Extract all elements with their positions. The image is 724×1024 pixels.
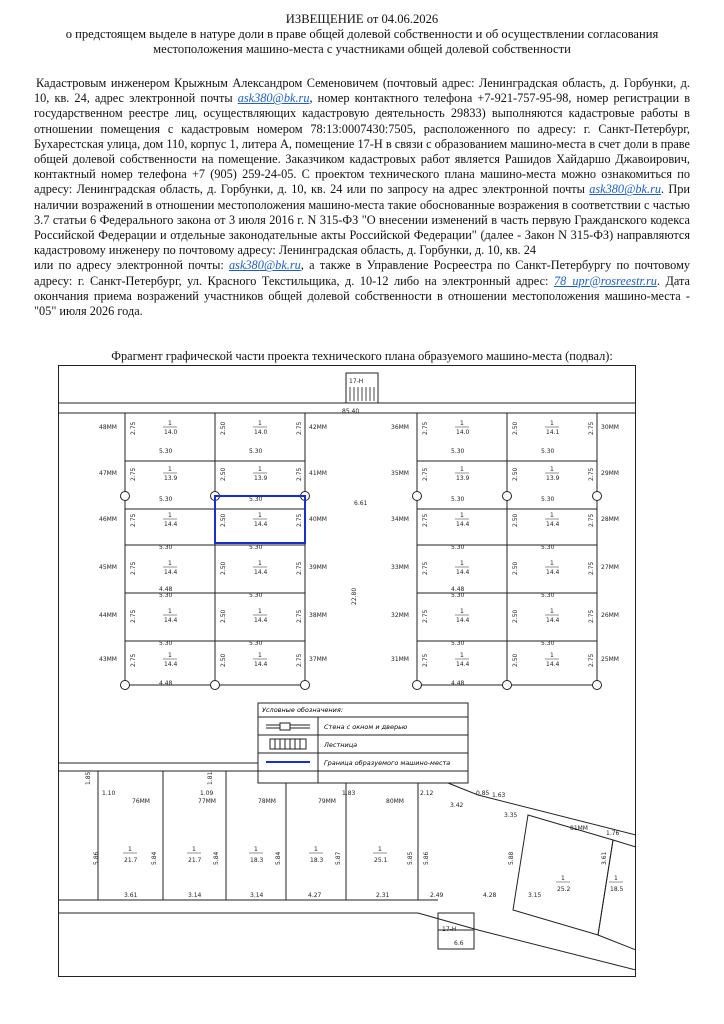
- dim: 5.30: [451, 544, 465, 551]
- dim: 2.75: [296, 653, 303, 667]
- dim: 5.30: [249, 640, 263, 647]
- dim: 2.75: [296, 609, 303, 623]
- space-area: 13.9: [546, 475, 560, 482]
- dim: 5.85: [407, 851, 414, 865]
- space-label: 29ММ: [601, 470, 619, 477]
- email-link-3[interactable]: ask380@bk.ru: [229, 258, 301, 273]
- space-area: 14.4: [456, 569, 470, 576]
- dim: 2.75: [588, 421, 595, 435]
- dim: 1.85: [85, 771, 92, 785]
- dim: 1.83: [342, 790, 356, 797]
- space-area: 14.4: [164, 617, 178, 624]
- space-area: 13.9: [254, 475, 268, 482]
- dim: 2.31: [376, 892, 390, 899]
- selected-parking-space-border: [215, 496, 305, 543]
- space-label: 35ММ: [391, 470, 409, 477]
- fraction-num: 1: [258, 512, 262, 519]
- notice-subtitle-line-2: местоположения машино-места с участниками общей долевой собственности: [153, 42, 571, 56]
- dim: 2.50: [220, 561, 227, 575]
- dim: 2.50: [220, 653, 227, 667]
- stair-label: 17-Н: [349, 378, 364, 385]
- fraction-num: 1: [168, 560, 172, 567]
- space-area: 14.0: [456, 429, 470, 436]
- space-label: 28ММ: [601, 516, 619, 523]
- dim: 2.75: [296, 467, 303, 481]
- space-label: 45ММ: [99, 564, 117, 571]
- bottom-space-label: 76ММ: [132, 798, 150, 805]
- space-area: 14.1: [546, 429, 560, 436]
- fraction-num: 1: [168, 652, 172, 659]
- dim: 5.30: [451, 496, 465, 503]
- dim: 3.14: [250, 892, 264, 899]
- fraction-num: 1: [128, 846, 132, 853]
- space-label: 30ММ: [601, 424, 619, 431]
- dim: 5.30: [159, 640, 173, 647]
- fraction-num: 1: [550, 608, 554, 615]
- legend-stair: Лестница: [324, 741, 358, 749]
- bottom-space-label: 78ММ: [258, 798, 276, 805]
- fraction-num: 1: [258, 420, 262, 427]
- space-area: 14.4: [254, 521, 268, 528]
- dim: 5.30: [541, 496, 555, 503]
- fraction-num: 1: [460, 652, 464, 659]
- dim: 2.50: [512, 467, 519, 481]
- legend-wall: Стена с окном и дверью: [324, 723, 408, 731]
- dim: 5.30: [159, 592, 173, 599]
- dim: 1.09: [200, 790, 214, 797]
- space-area: 14.4: [164, 521, 178, 528]
- fraction-num: 1: [168, 466, 172, 473]
- notice-paragraph-2: или по адресу электронной почты: ask380@bk.ru, а также в Управление Росреестра по Санкт-Петербургу по почтовому адресу: г. Санкт-Петербург, ул. Красного Текстильщика, д. 10-12 либо на электронный адрес: 78_upr@rosreestr.ru. Дата окончания приема возражений участников общей долевой собственности в отношении местоположения машино-места - "05" июля 2026 года.: [34, 258, 690, 319]
- bottom-space-label: 79ММ: [318, 798, 336, 805]
- dim: 2.75: [588, 513, 595, 527]
- dim: 2.75: [130, 467, 137, 481]
- dim: 5.30: [451, 640, 465, 647]
- fraction-num: 1: [258, 560, 262, 567]
- dim: 3.61: [124, 892, 138, 899]
- dim: 2.50: [220, 609, 227, 623]
- space-area: 14.4: [164, 661, 178, 668]
- space-label: 48ММ: [99, 424, 117, 431]
- fraction-num: 1: [614, 875, 618, 882]
- bottom-space-label: 77ММ: [198, 798, 216, 805]
- dim: 0.85: [476, 790, 490, 797]
- dim: 2.75: [296, 561, 303, 575]
- space-area: 14.4: [546, 569, 560, 576]
- bottom-space-area: 18.3: [250, 857, 264, 864]
- dim: 2.75: [130, 421, 137, 435]
- fraction-num: 1: [192, 846, 196, 853]
- room-17h-area: 6.6: [454, 940, 464, 947]
- space-label: 31ММ: [391, 656, 409, 663]
- dim: 2.75: [422, 513, 429, 527]
- space-area: 14.4: [456, 521, 470, 528]
- bottom-space-area: 25.2: [557, 886, 571, 893]
- space-label: 39ММ: [309, 564, 327, 571]
- space-label: 34ММ: [391, 516, 409, 523]
- space-area: 13.9: [164, 475, 178, 482]
- dim: 3.35: [504, 812, 518, 819]
- space-label: 41ММ: [309, 470, 327, 477]
- space-label: 47ММ: [99, 470, 117, 477]
- aisle-length: 22.80: [351, 587, 358, 605]
- dim: 2.50: [220, 421, 227, 435]
- dim: 4.28: [483, 892, 497, 899]
- space-label: 40ММ: [309, 516, 327, 523]
- dim: 5.30: [541, 448, 555, 455]
- dim: 2.75: [588, 653, 595, 667]
- dim: 5.84: [275, 851, 282, 865]
- space-label: 44ММ: [99, 612, 117, 619]
- bottom-space-area: 21.7: [188, 857, 202, 864]
- fraction-num: 1: [254, 846, 258, 853]
- fraction-num: 1: [561, 875, 565, 882]
- rosreestr-email-link[interactable]: 78_upr@rosreestr.ru: [553, 273, 657, 288]
- space-label: 33ММ: [391, 564, 409, 571]
- fraction-num: 1: [460, 466, 464, 473]
- plan-legend: [258, 703, 468, 783]
- dim: 3.14: [188, 892, 202, 899]
- fraction-num: 1: [168, 512, 172, 519]
- bottom-space-area: 21.7: [124, 857, 138, 864]
- stair-dimension: 85.40: [342, 408, 360, 415]
- space-label: 36ММ: [391, 424, 409, 431]
- dim: 2.50: [512, 609, 519, 623]
- fraction-num: 1: [550, 420, 554, 427]
- dim: 2.75: [588, 609, 595, 623]
- fraction-num: 1: [550, 560, 554, 567]
- dim: 2.75: [130, 561, 137, 575]
- space-area: 14.4: [254, 617, 268, 624]
- fraction-num: 1: [314, 846, 318, 853]
- dim: 2.50: [220, 467, 227, 481]
- fraction-num: 1: [258, 652, 262, 659]
- dim: 5.30: [451, 592, 465, 599]
- fraction-num: 1: [168, 420, 172, 427]
- plan-caption: Фрагмент графической части проекта технического плана образуемого машино-места (подвал):: [111, 349, 613, 363]
- fraction-num: 1: [168, 608, 172, 615]
- dim: 5.84: [151, 851, 158, 865]
- dim: 5.86: [423, 851, 430, 865]
- dim: 1.81: [207, 771, 214, 785]
- dim: 2.50: [512, 653, 519, 667]
- bottom-space-area: 18.3: [310, 857, 324, 864]
- dim: 5.30: [249, 544, 263, 551]
- floor-plan-drawing: [58, 365, 636, 977]
- dim: 2.75: [130, 653, 137, 667]
- dim: 4.27: [308, 892, 322, 899]
- dim: 5.88: [508, 851, 515, 865]
- dim: 5.30: [249, 448, 263, 455]
- right-parking-block: [413, 413, 602, 690]
- dim: 3.15: [528, 892, 542, 899]
- fraction-num: 1: [460, 420, 464, 427]
- space-area: 13.9: [456, 475, 470, 482]
- space-area: 14.4: [546, 617, 560, 624]
- dim: 2.75: [422, 561, 429, 575]
- dim: 5.84: [213, 851, 220, 865]
- space-area: 14.0: [254, 429, 268, 436]
- dim: 4.48: [451, 586, 465, 593]
- space-area: 14.4: [546, 521, 560, 528]
- fraction-num: 1: [460, 608, 464, 615]
- dim: 5.30: [541, 544, 555, 551]
- dim: 2.50: [220, 513, 227, 527]
- space-area: 14.4: [254, 661, 268, 668]
- fraction-num: 1: [550, 466, 554, 473]
- bottom-parking-row: [58, 771, 623, 900]
- dim: 5.30: [451, 448, 465, 455]
- space-label: 46ММ: [99, 516, 117, 523]
- space-area: 14.4: [456, 617, 470, 624]
- dim: 2.75: [422, 421, 429, 435]
- dim: 2.75: [130, 513, 137, 527]
- room-17h-label: 17-Н: [442, 926, 457, 933]
- legend-border: Граница образуемого машино-места: [324, 759, 451, 767]
- space-area: 14.4: [546, 661, 560, 668]
- email-link[interactable]: ask380@bk.ru: [237, 91, 310, 106]
- fraction-num: 1: [258, 466, 262, 473]
- dim: 5.30: [541, 592, 555, 599]
- fraction-num: 1: [378, 846, 382, 853]
- notice-subtitle-line-1: о предстоящем выделе в натуре доли в праве общей долевой собственности и об осуществлении согласования: [65, 27, 659, 41]
- dim: 2.75: [296, 421, 303, 435]
- notice-paragraph-1: Кадастровым инженером Крыжным Александром Семеновичем (почтовый адрес: Ленинградская область, д. Горбунки, д. 10, кв. 24, адрес электронной почты ask380@bk.ru, номер контактного телефона +7-921-757-95-98, номер регистрации в государственном реестре лиц, осуществляющих кадастровую деятельность 29833) выполняются кадастровые работы в отношении помещения с кадастровым номером 78:13:0007430:7505, расположенного по адресу: г. Санкт-Петербург, Бухарестская улица, дом 110, корпус 1, литера А, помещение 17-Н в связи с образованием машино-места в счет доли в праве общей долевой собственности на помещение. Заказчиком кадастровых работ является Рашидов Хайдаршо Джавоирович, контактный номер телефона +7 (905) 259-24-05. С проектом технического плана машино-места можно ознакомиться по адресу: Ленинградская область, д. Горбунки, д. 10, кв. 24 или по запросу на адрес электронной почты ask380@bk.ru. При наличии возражений в отношении местоположения машино-места такие обоснованные возражения в соответствии с частью 3.7 статьи 6 Федерального закона от 3 июля 2016 г. N 315-ФЗ "О внесении изменений в часть первую Гражданского кодекса Российской Федерации и отдельные законодательные акты Российской Федерации" (далее - Закон N 315-ФЗ) направляются кадастровому инженеру по почтовому адресу: Ленинградская область, д. Горбунки, д. 10, кв. 24: [34, 76, 690, 258]
- dim: 2.75: [296, 513, 303, 527]
- fraction-num: 1: [460, 560, 464, 567]
- dim: 2.50: [512, 561, 519, 575]
- space-area: 14.4: [254, 569, 268, 576]
- dim: 3.42: [450, 802, 464, 809]
- dim: 1.76: [606, 830, 620, 837]
- space-area: 14.4: [456, 661, 470, 668]
- bottom-space-area: 25.1: [374, 857, 388, 864]
- bottom-space-area: 18.5: [610, 886, 624, 893]
- dim: 5.30: [159, 544, 173, 551]
- legend-title: Условные обозначения:: [262, 706, 344, 714]
- space-label: 25ММ: [601, 656, 619, 663]
- dim: 4.48: [451, 680, 465, 687]
- space-label: 42ММ: [309, 424, 327, 431]
- dim: 2.75: [130, 609, 137, 623]
- dim: 5.30: [249, 496, 263, 503]
- dim: 5.30: [249, 592, 263, 599]
- dim: 4.48: [159, 680, 173, 687]
- bottom-space-label: 81ММ: [570, 825, 588, 832]
- space-label: 27ММ: [601, 564, 619, 571]
- dim: 2.75: [422, 609, 429, 623]
- dim: 2.49: [430, 892, 444, 899]
- email-link-2[interactable]: ask380@bk.ru: [589, 182, 661, 197]
- bottom-space-label: 80ММ: [386, 798, 404, 805]
- fraction-num: 1: [550, 512, 554, 519]
- dim: 5.87: [335, 851, 342, 865]
- notice-title: ИЗВЕЩЕНИЕ от 04.06.2026: [285, 12, 439, 26]
- space-label: 37ММ: [309, 656, 327, 663]
- dim: 5.86: [93, 851, 100, 865]
- dim: 2.75: [422, 467, 429, 481]
- space-label: 32ММ: [391, 612, 409, 619]
- space-label: 38ММ: [309, 612, 327, 619]
- dim: 3.61: [601, 851, 608, 865]
- dim: 2.50: [512, 513, 519, 527]
- left-parking-block: [121, 413, 310, 690]
- dim: 2.75: [422, 653, 429, 667]
- dim: 2.75: [588, 467, 595, 481]
- space-area: 14.4: [164, 569, 178, 576]
- space-label: 43ММ: [99, 656, 117, 663]
- plan-frame: [59, 366, 636, 977]
- dim: 5.30: [159, 496, 173, 503]
- fraction-num: 1: [460, 512, 464, 519]
- dim: 4.48: [159, 586, 173, 593]
- dim: 1.10: [102, 790, 116, 797]
- aisle-width: 6.61: [354, 500, 368, 507]
- dim: 5.30: [159, 448, 173, 455]
- fraction-num: 1: [550, 652, 554, 659]
- dim: 5.30: [541, 640, 555, 647]
- fraction-num: 1: [258, 608, 262, 615]
- space-area: 14.0: [164, 429, 178, 436]
- dim: 2.50: [512, 421, 519, 435]
- dim: 1.63: [492, 792, 506, 799]
- dim: 2.75: [588, 561, 595, 575]
- space-label: 26ММ: [601, 612, 619, 619]
- notice-body: [34, 76, 690, 319]
- dim: 2.12: [420, 790, 434, 797]
